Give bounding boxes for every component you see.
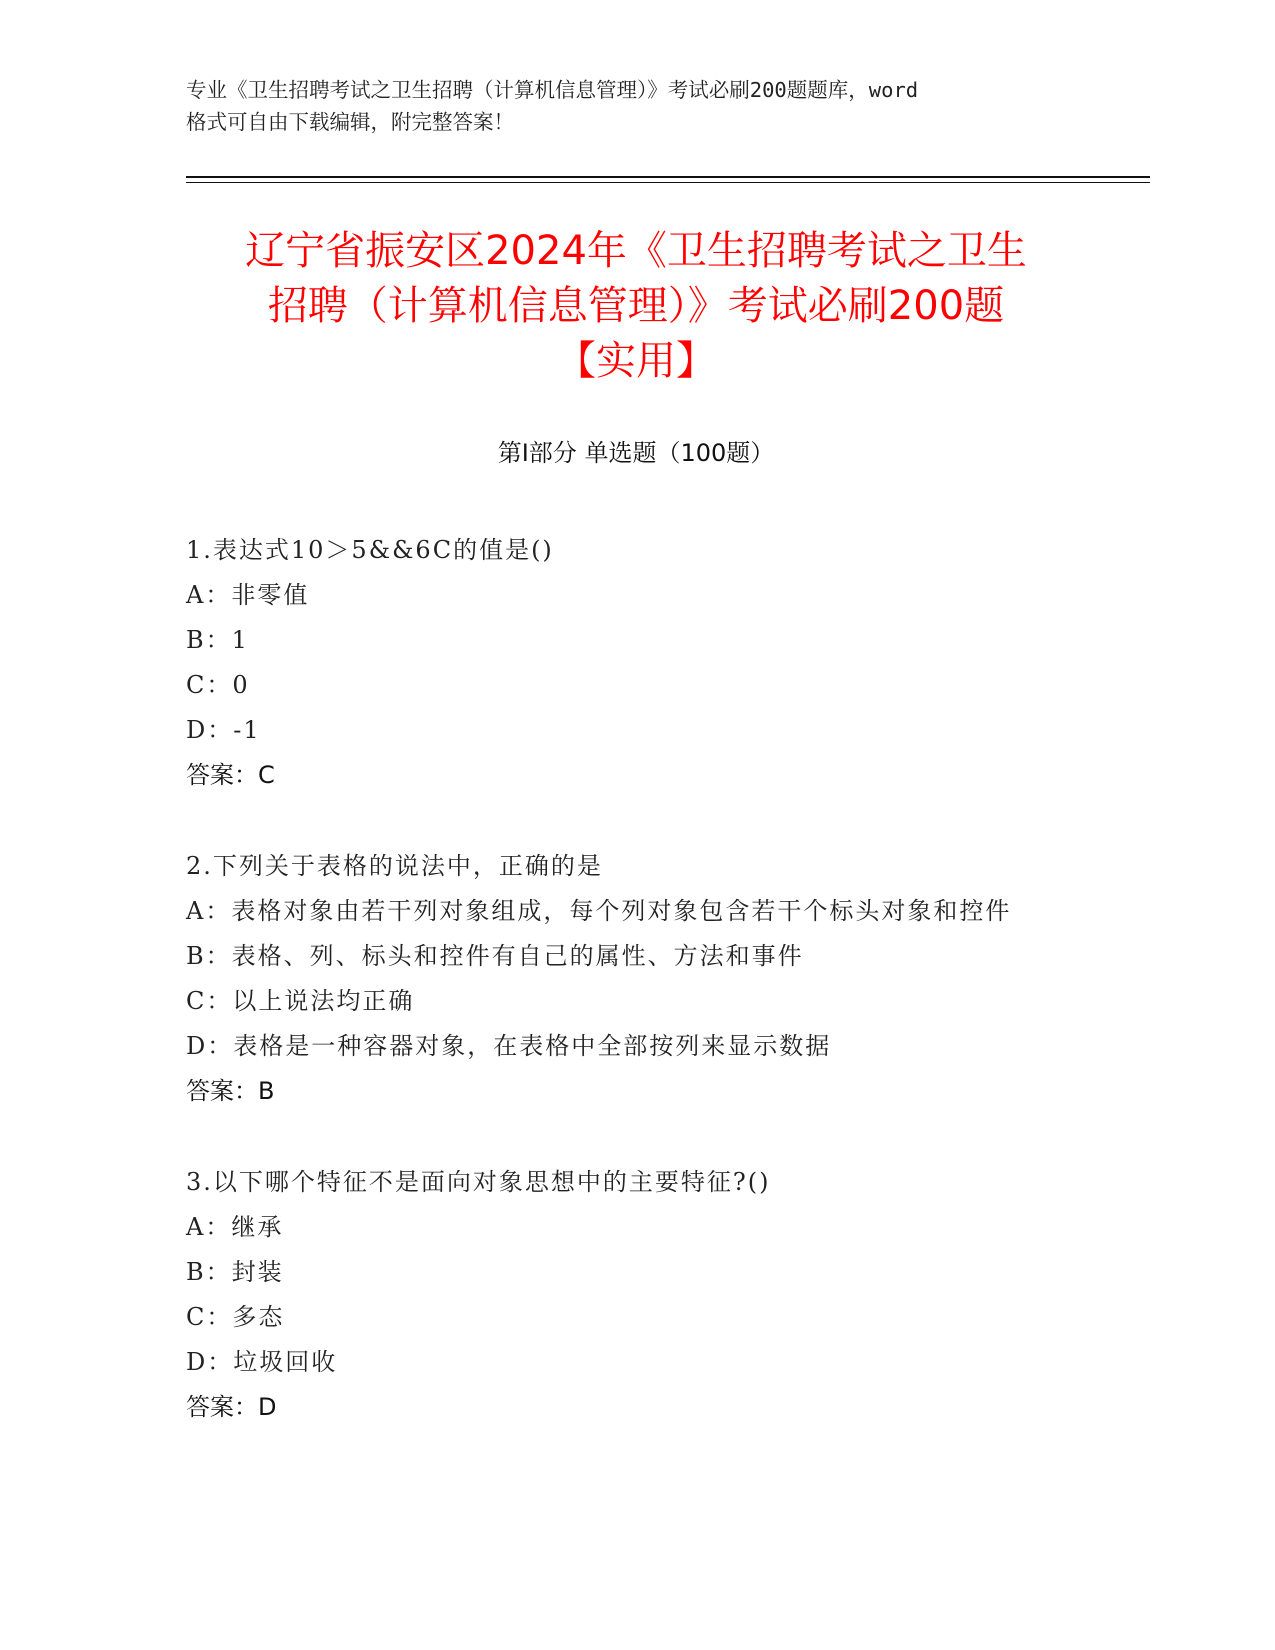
document-title-line-3: 【实用】	[556, 338, 716, 384]
question-list	[186, 528, 1086, 1476]
option-b: B：1	[186, 626, 249, 654]
header-note-line-1: 专业《卫生招聘考试之卫生招聘（计算机信息管理）》考试必刷200题题库，word	[186, 78, 919, 102]
answer: 答案：B	[186, 1077, 275, 1105]
header-note-line-2: 格式可自由下载编辑，附完整答案！	[186, 110, 514, 134]
option-a: A：非零值	[186, 581, 310, 609]
question-2	[186, 844, 1086, 1114]
question-text: 1.表达式10＞5&&6C的值是()	[186, 536, 554, 564]
document-title-line-2: 招聘（计算机信息管理）》考试必刷200题	[267, 283, 1005, 329]
option-b: B：封装	[186, 1258, 284, 1286]
option-a: A：表格对象由若干列对象组成，每个列对象包含若干个标头对象和控件	[186, 897, 1012, 925]
question-3	[186, 1160, 1086, 1430]
option-d: D：-1	[186, 716, 261, 744]
option-c: C：多态	[186, 1303, 285, 1331]
answer: 答案：C	[186, 761, 275, 789]
question-1	[186, 528, 1086, 798]
header-divider-thick	[186, 176, 1150, 178]
question-text: 2.下列关于表格的说法中，正确的是	[186, 852, 603, 880]
option-d: D：垃圾回收	[186, 1348, 338, 1376]
answer: 答案：D	[186, 1393, 277, 1421]
option-a: A：继承	[186, 1213, 284, 1241]
question-text: 3.以下哪个特征不是面向对象思想中的主要特征?()	[186, 1168, 771, 1196]
section-title: 第Ⅰ部分 单选题（100题）	[497, 439, 775, 467]
document-title-line-1: 辽宁省振安区2024年《卫生招聘考试之卫生	[245, 228, 1027, 274]
document-title	[186, 224, 1086, 389]
option-b: B：表格、列、标头和控件有自己的属性、方法和事件	[186, 942, 804, 970]
option-c: C：以上说法均正确	[186, 987, 415, 1015]
option-d: D：表格是一种容器对象，在表格中全部按列来显示数据	[186, 1032, 832, 1060]
header-note	[186, 74, 1086, 138]
option-c: C：0	[186, 671, 250, 699]
header-divider-thin	[186, 182, 1150, 183]
